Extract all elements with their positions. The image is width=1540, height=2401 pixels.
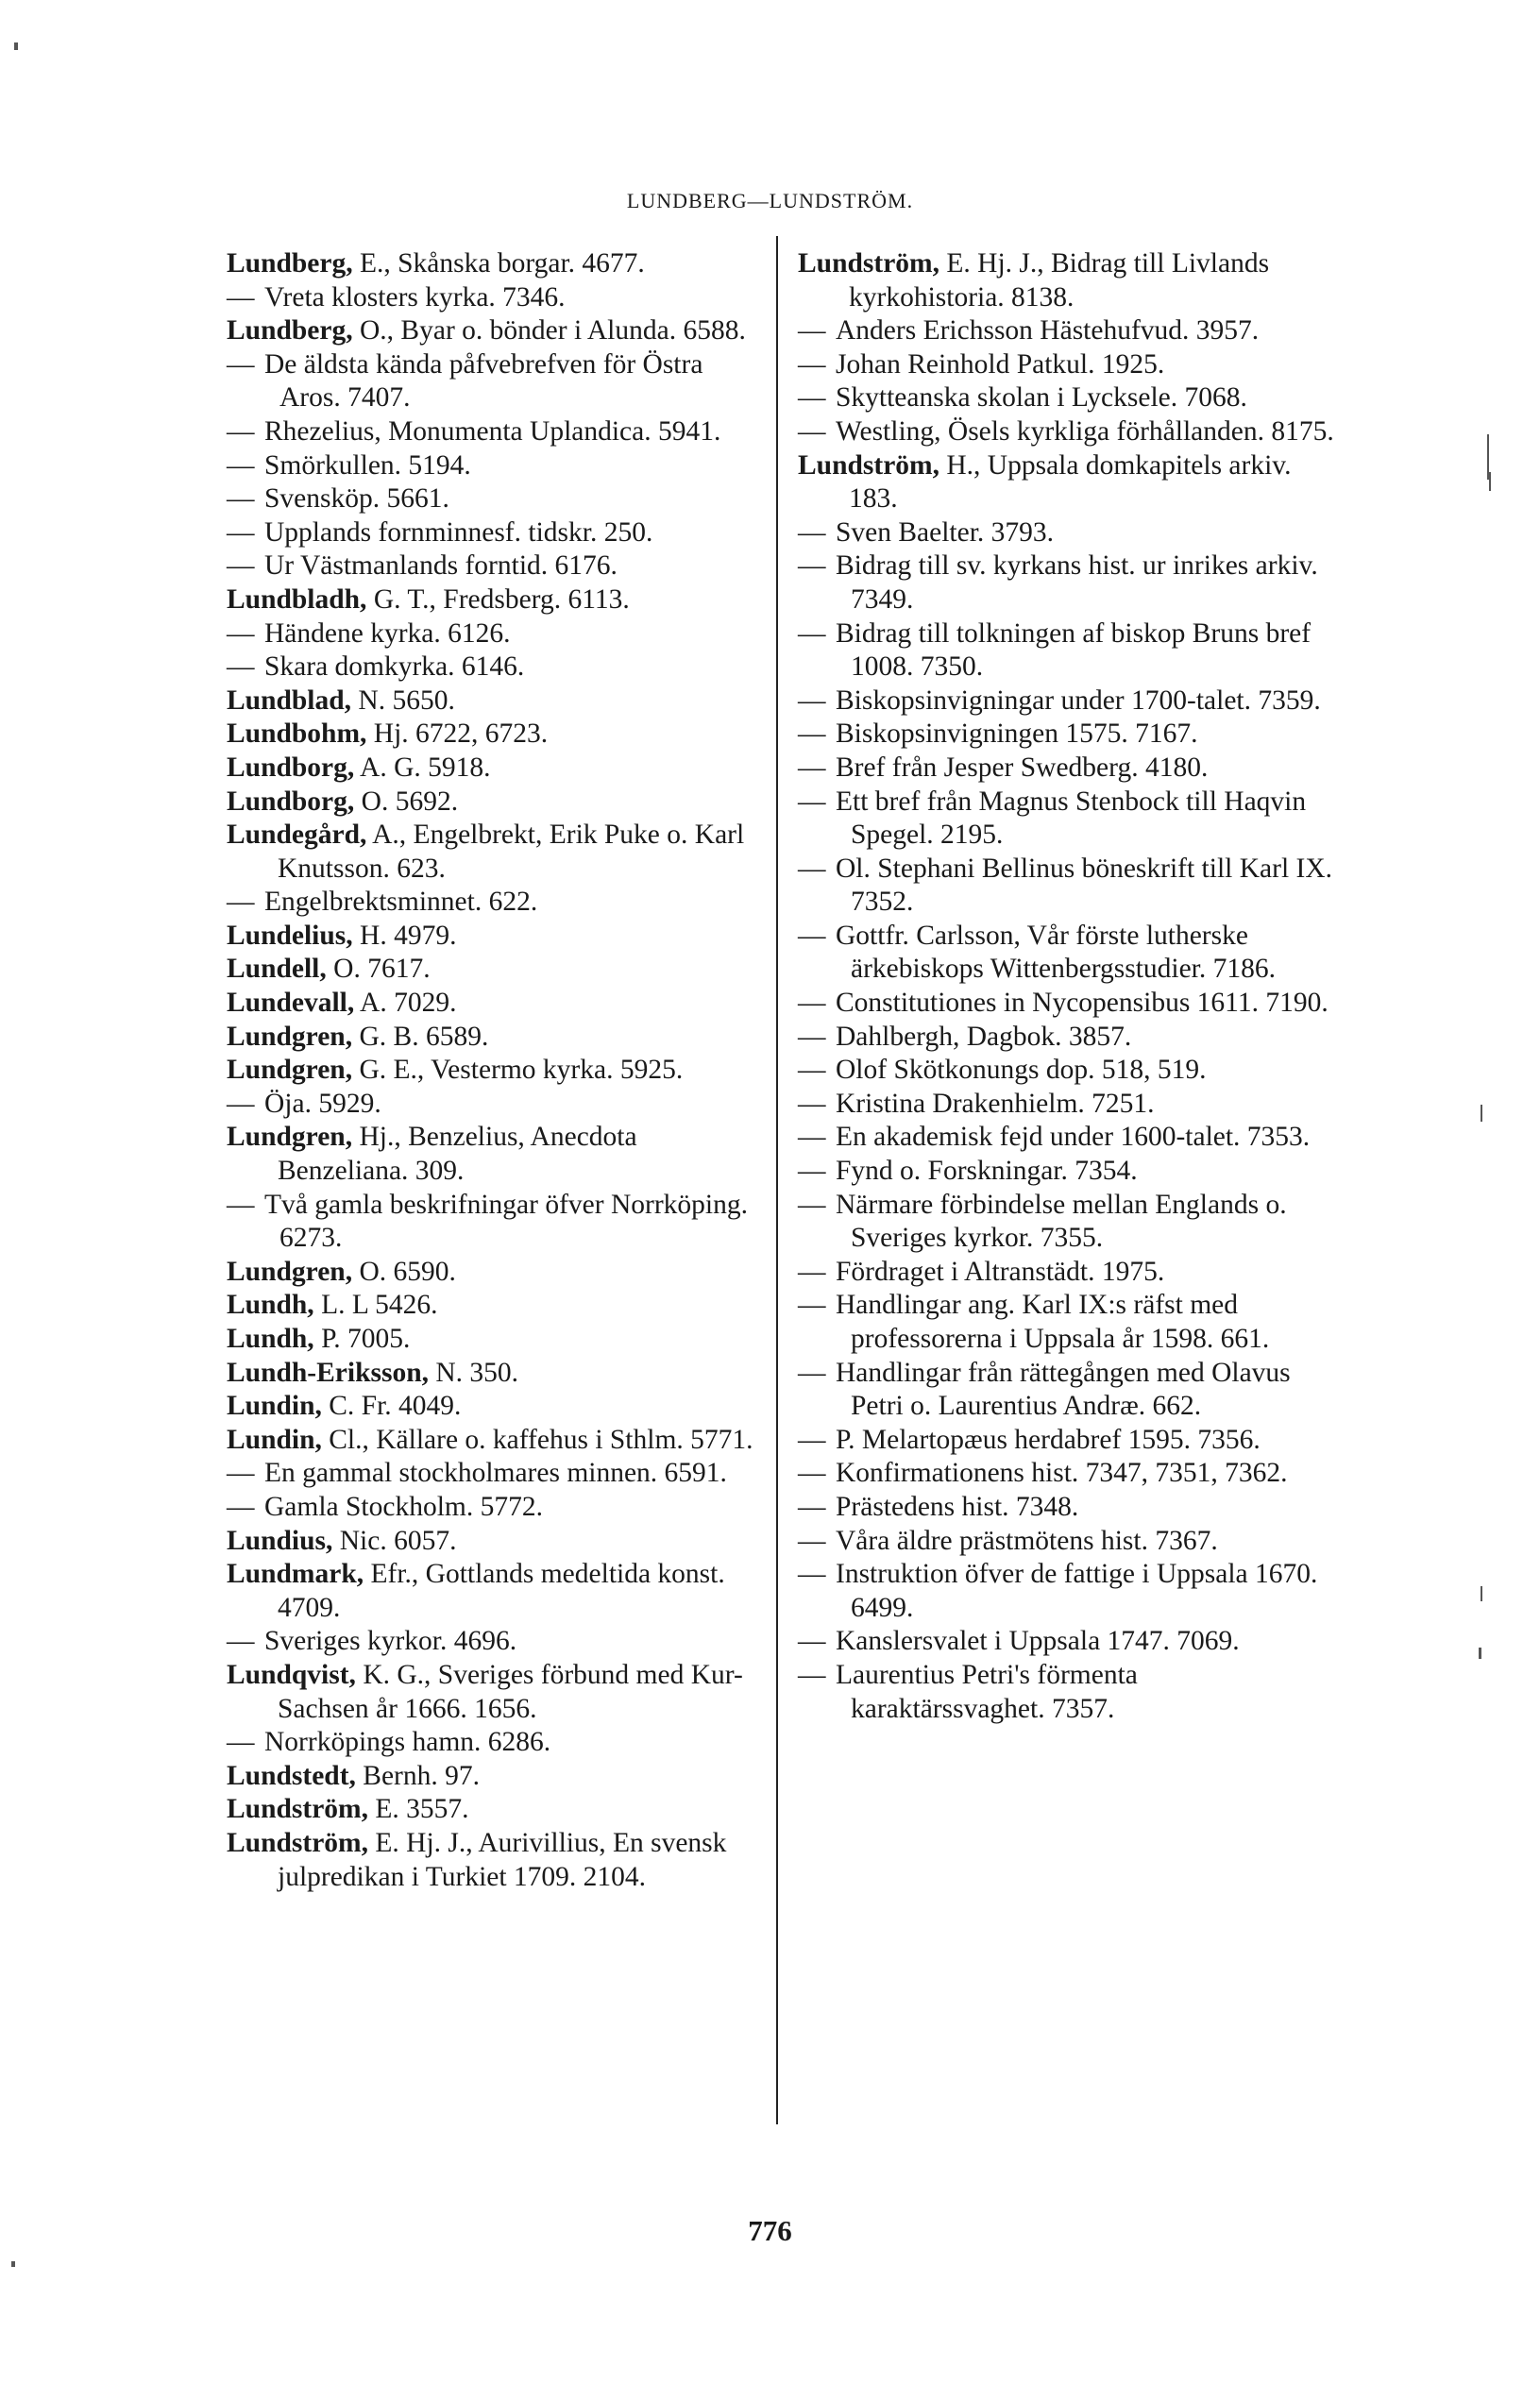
index-subentry (798, 1525, 1336, 1559)
ditto-dash: — (227, 1491, 255, 1522)
entry-text: Skara domkyrka. 6146. (264, 651, 525, 683)
page-number: 776 (748, 2214, 792, 2247)
entry-text: Handlingar ang. Karl IX:s räfst med professorerna i Uppsala år 1598. 661. (836, 1290, 1270, 1354)
ditto-dash: — (798, 1357, 826, 1388)
entry-text: Nic. 6057. (332, 1525, 457, 1556)
index-subentry (798, 920, 1336, 987)
ditto-dash: — (227, 483, 255, 515)
ditto-dash: — (227, 1626, 255, 1657)
entry-text: Biskopsinvigningen 1575. 7167. (836, 719, 1198, 750)
ditto-dash: — (798, 1021, 826, 1052)
entry-text: Olof Skötkonungs dop. 518, 519. (836, 1055, 1207, 1086)
index-entry (227, 1424, 765, 1458)
entry-text: Händene kyrka. 6126. (264, 617, 511, 649)
entry-text: Rhezelius, Monumenta Uplandica. 5941. (264, 415, 721, 447)
entry-heading: Lundström, (798, 248, 939, 279)
entry-heading: Lundelius, (227, 920, 353, 951)
index-entry (227, 1256, 765, 1290)
ditto-dash: — (227, 449, 255, 481)
entry-heading: Lundius, (227, 1525, 333, 1556)
scan-mark (1481, 1586, 1482, 1601)
entry-text: E. Hj. J., Aurivillius, En svensk julpredikan i Turkiet 1709. 2104. (278, 1827, 727, 1892)
ditto-dash: — (227, 1189, 255, 1220)
entry-text: O., Byar o. bönder i Alunda. 6588. (352, 315, 746, 347)
index-subentry (798, 1357, 1336, 1424)
index-subentry (798, 1491, 1336, 1525)
entry-text: Ur Västmanlands forntid. 6176. (264, 550, 618, 582)
entry-text: N. 5650. (351, 685, 455, 716)
entry-text: Kristina Drakenhielm. 7251. (836, 1088, 1155, 1119)
index-subentry (227, 1457, 765, 1491)
entry-heading: Lundell, (227, 954, 327, 985)
index-subentry (227, 1088, 765, 1122)
entry-text: O. 7617. (326, 954, 431, 985)
ditto-dash: — (227, 887, 255, 918)
entry-text: K. G., Sveriges förbund med Kur-Sachsen år 1666. 1656. (278, 1659, 743, 1724)
index-subentry (798, 617, 1336, 685)
index-subentry (798, 786, 1336, 853)
entry-text: E. 3557. (368, 1794, 469, 1825)
entry-text: Sveriges kyrkor. 4696. (264, 1626, 517, 1657)
index-subentry (798, 1021, 1336, 1055)
ditto-dash: — (798, 516, 826, 548)
index-subentry (227, 1491, 765, 1525)
entry-text: Dahlbergh, Dagbok. 3857. (836, 1021, 1132, 1052)
ditto-dash: — (798, 1424, 826, 1455)
entry-heading: Lundh-Eriksson, (227, 1357, 429, 1388)
index-subentry (227, 617, 765, 651)
entry-text: Bref från Jesper Swedberg. 4180. (836, 752, 1209, 783)
entry-text: Hj. 6722, 6723. (366, 719, 549, 750)
entry-heading: Lundberg, (227, 315, 353, 347)
scan-mark (1489, 472, 1491, 491)
entry-text: Bidrag till tolkningen af biskop Bruns bref 1008. 7350. (836, 617, 1312, 683)
index-subentry (227, 449, 765, 483)
index-entry (227, 685, 765, 719)
index-entry (227, 718, 765, 752)
index-subentry (798, 1121, 1336, 1155)
entry-text: Konfirmationens hist. 7347, 7351, 7362. (836, 1458, 1288, 1489)
index-subentry (227, 1726, 765, 1760)
index-entry (227, 1390, 765, 1424)
entry-text: Två gamla beskrifningar öfver Norrköping. 6273. (264, 1189, 748, 1254)
ditto-dash: — (798, 1088, 826, 1119)
index-column-right (798, 247, 1336, 1726)
entry-heading: Lundström, (227, 1794, 368, 1825)
index-entry (227, 1659, 765, 1726)
index-subentry (227, 482, 765, 516)
index-entry (227, 1525, 765, 1559)
index-subentry (798, 1054, 1336, 1088)
index-subentry (798, 1558, 1336, 1625)
ditto-dash: — (798, 752, 826, 783)
index-column-left (227, 247, 765, 1894)
ditto-dash: — (798, 348, 826, 380)
index-subentry (227, 415, 765, 449)
ditto-dash: — (227, 617, 255, 649)
ditto-dash: — (798, 1491, 826, 1522)
ditto-dash: — (798, 1290, 826, 1321)
ditto-dash: — (798, 1559, 826, 1590)
index-entry (227, 247, 765, 281)
ditto-dash: — (227, 1727, 255, 1758)
entry-text: Gamla Stockholm. 5772. (264, 1491, 543, 1522)
entry-text: Cl., Källare o. kaffehus i Sthlm. 5771. (321, 1424, 753, 1455)
entry-text: E. Hj. J., Bidrag till Livlands kyrkohistoria. 8138. (849, 248, 1270, 313)
entry-text: Våra äldre prästmötens hist. 7367. (836, 1525, 1218, 1556)
index-entry (227, 583, 765, 617)
ditto-dash: — (798, 719, 826, 750)
ditto-dash: — (798, 1055, 826, 1086)
ditto-dash: — (227, 1088, 255, 1119)
entry-text: Upplands fornminnesf. tidskr. 250. (264, 516, 653, 548)
index-entry (227, 1827, 765, 1894)
index-subentry (227, 550, 765, 583)
ditto-dash: — (227, 550, 255, 582)
entry-text: L. L 5426. (313, 1290, 438, 1321)
entry-text: A. G. 5918. (354, 752, 491, 783)
index-subentry (227, 348, 765, 415)
index-entry (227, 819, 765, 886)
index-subentry (227, 1189, 765, 1256)
entry-text: H. 4979. (352, 920, 457, 951)
scan-mark (14, 42, 18, 50)
entry-heading: Lundbohm, (227, 719, 367, 750)
index-entry (227, 1021, 765, 1055)
ditto-dash: — (798, 1256, 826, 1287)
entry-text: Öja. 5929. (264, 1088, 381, 1119)
ditto-dash: — (227, 281, 255, 313)
ditto-dash: — (227, 415, 255, 447)
entry-text: Skytteanska skolan i Lycksele. 7068. (836, 382, 1247, 414)
ditto-dash: — (798, 1626, 826, 1657)
entry-heading: Lundstedt, (227, 1760, 356, 1791)
index-entry (227, 987, 765, 1021)
entry-text: O. 6590. (352, 1256, 456, 1287)
entry-text: En gammal stockholmares minnen. 6591. (264, 1458, 727, 1489)
entry-text: G. B. 6589. (352, 1021, 489, 1052)
ditto-dash: — (227, 651, 255, 683)
entry-heading: Lundgren, (227, 1055, 353, 1086)
ditto-dash: — (798, 786, 826, 817)
index-subentry (798, 381, 1336, 415)
entry-heading: Lundblad, (227, 685, 352, 716)
entry-text: P. 7005. (313, 1324, 411, 1354)
entry-text: Närmare förbindelse mellan Englands o. Sveriges kyrkor. 7355. (836, 1189, 1287, 1254)
index-subentry (227, 1625, 765, 1659)
ditto-dash: — (798, 988, 826, 1019)
index-entry (227, 1323, 765, 1357)
entry-heading: Lundegård, (227, 820, 367, 851)
index-entry (227, 920, 765, 954)
entry-heading: Lundberg, (227, 248, 353, 279)
index-subentry (227, 886, 765, 920)
index-entry (227, 1793, 765, 1827)
ditto-dash: — (798, 1122, 826, 1153)
ditto-dash: — (798, 1189, 826, 1220)
entry-heading: Lundgren, (227, 1256, 353, 1287)
ditto-dash: — (227, 348, 255, 380)
entry-text: A. 7029. (354, 988, 457, 1019)
index-subentry (798, 415, 1336, 449)
index-entry (227, 1357, 765, 1391)
entry-text: Constitutiones in Nycopensibus 1611. 7190. (836, 988, 1328, 1019)
entry-text: C. Fr. 4049. (321, 1391, 462, 1422)
entry-text: G. E., Vestermo kyrka. 5925. (352, 1055, 684, 1086)
index-subentry (227, 281, 765, 315)
index-subentry (798, 1659, 1336, 1726)
entry-text: Handlingar från rättegången med Olavus Petri o. Laurentius Andræ. 662. (836, 1357, 1291, 1422)
entry-text: Biskopsinvigningar under 1700-talet. 7359. (836, 685, 1321, 716)
entry-text: Kanslersvalet i Uppsala 1747. 7069. (836, 1626, 1240, 1657)
entry-heading: Lundborg, (227, 752, 355, 783)
column-divider (776, 236, 778, 2124)
scan-mark (11, 2261, 15, 2267)
scan-mark (1481, 1105, 1482, 1122)
entry-text: G. T., Fredsberg. 6113. (366, 583, 630, 615)
entry-text: Anders Erichsson Hästehufvud. 3957. (836, 315, 1260, 347)
index-subentry (798, 1457, 1336, 1491)
ditto-dash: — (798, 1525, 826, 1556)
index-subentry (798, 1256, 1336, 1290)
index-subentry (798, 718, 1336, 752)
index-subentry (798, 1625, 1336, 1659)
entry-text: N. 350. (429, 1357, 519, 1388)
entry-heading: Lundgren, (227, 1122, 353, 1153)
entry-text: Ol. Stephani Bellinus böneskrift till Karl IX. 7352. (836, 853, 1333, 918)
index-subentry (798, 550, 1336, 617)
index-subentry (227, 516, 765, 550)
entry-text: Engelbrektsminnet. 622. (264, 887, 538, 918)
entry-heading: Lundmark, (227, 1559, 364, 1590)
ditto-dash: — (798, 415, 826, 447)
entry-text: Laurentius Petri's förmenta karaktärssvaghet. 7357. (836, 1659, 1138, 1724)
entry-text: Sven Baelter. 3793. (836, 516, 1055, 548)
index-entry (798, 247, 1336, 314)
entry-heading: Lundbladh, (227, 583, 367, 615)
running-head: LUNDBERG—LUNDSTRÖM. (626, 189, 914, 212)
entry-heading: Lundin, (227, 1424, 322, 1455)
entry-text: Fördraget i Altranstädt. 1975. (836, 1256, 1165, 1287)
entry-text: Gottfr. Carlsson, Vår förste lutherske ärkebiskops Wittenbergsstudier. 7186. (836, 920, 1277, 985)
entry-heading: Lundh, (227, 1290, 314, 1321)
ditto-dash: — (798, 617, 826, 649)
ditto-dash: — (798, 1659, 826, 1690)
index-subentry (798, 348, 1336, 382)
index-subentry (798, 516, 1336, 550)
index-entry (227, 1054, 765, 1088)
entry-text: Smörkullen. 5194. (264, 449, 471, 481)
index-entry (227, 1121, 765, 1188)
index-entry (227, 786, 765, 820)
entry-heading: Lundström, (798, 449, 939, 481)
ditto-dash: — (798, 1156, 826, 1187)
ditto-dash: — (798, 315, 826, 347)
index-subentry (798, 853, 1336, 920)
entry-text: Johan Reinhold Patkul. 1925. (836, 348, 1165, 380)
entry-text: Bernh. 97. (355, 1760, 480, 1791)
index-entry (227, 953, 765, 987)
entry-text: A., Engelbrekt, Erik Puke o. Karl Knutsson. 623. (278, 820, 745, 884)
ditto-dash: — (798, 1458, 826, 1489)
index-subentry (798, 1155, 1336, 1189)
ditto-dash: — (798, 550, 826, 582)
index-entry (227, 1558, 765, 1625)
index-subentry (798, 987, 1336, 1021)
entry-text: P. Melartopæus herdabref 1595. 7356. (836, 1424, 1261, 1455)
entry-heading: Lundgren, (227, 1021, 353, 1052)
index-subentry (227, 651, 765, 685)
entry-text: E., Skånska borgar. 4677. (352, 248, 645, 279)
entry-text: Hj., Benzelius, Anecdota Benzeliana. 309. (278, 1122, 637, 1187)
entry-text: Bidrag till sv. kyrkans hist. ur inrikes arkiv. 7349. (836, 550, 1318, 615)
index-entry (227, 314, 765, 348)
index-entry (798, 449, 1336, 516)
entry-text: Svensköp. 5661. (264, 483, 449, 515)
entry-text: Ett bref från Magnus Stenbock till Haqvin Spegel. 2195. (836, 786, 1307, 851)
entry-text: Norrköpings hamn. 6286. (264, 1727, 551, 1758)
entry-heading: Lundin, (227, 1391, 322, 1422)
ditto-dash: — (798, 685, 826, 716)
entry-text: Prästedens hist. 7348. (836, 1491, 1079, 1522)
index-entry (227, 1760, 765, 1794)
entry-text: H., Uppsala domkapitels arkiv. 183. (849, 449, 1292, 515)
entry-text: De äldsta kända påfvebrefven för Östra Aros. 7407. (264, 348, 703, 414)
entry-text: Westling, Ösels kyrkliga förhållanden. 8175. (836, 415, 1334, 447)
ditto-dash: — (227, 1458, 255, 1489)
entry-text: Instruktion öfver de fattige i Uppsala 1670. 6499. (836, 1559, 1318, 1623)
index-entry (227, 1289, 765, 1323)
index-subentry (798, 314, 1336, 348)
entry-heading: Lundborg, (227, 786, 355, 817)
index-subentry (798, 1189, 1336, 1256)
entry-text: Efr., Gottlands medeltida konst. 4709. (278, 1559, 725, 1623)
ditto-dash: — (798, 853, 826, 884)
entry-heading: Lundh, (227, 1324, 314, 1354)
ditto-dash: — (798, 920, 826, 951)
index-subentry (798, 1289, 1336, 1356)
entry-heading: Lundqvist, (227, 1659, 356, 1690)
index-subentry (798, 752, 1336, 786)
ditto-dash: — (798, 382, 826, 414)
ditto-dash: — (227, 516, 255, 548)
index-subentry (798, 1424, 1336, 1458)
index-subentry (798, 1088, 1336, 1122)
index-entry (227, 752, 765, 786)
entry-text: Fynd o. Forskningar. 7354. (836, 1156, 1138, 1187)
scan-mark (1479, 1648, 1481, 1659)
entry-heading: Lundström, (227, 1827, 368, 1858)
entry-text: Vreta klosters kyrka. 7346. (264, 281, 566, 313)
entry-heading: Lundevall, (227, 988, 355, 1019)
entry-text: En akademisk fejd under 1600-talet. 7353. (836, 1122, 1311, 1153)
index-subentry (798, 685, 1336, 719)
entry-text: O. 5692. (354, 786, 459, 817)
